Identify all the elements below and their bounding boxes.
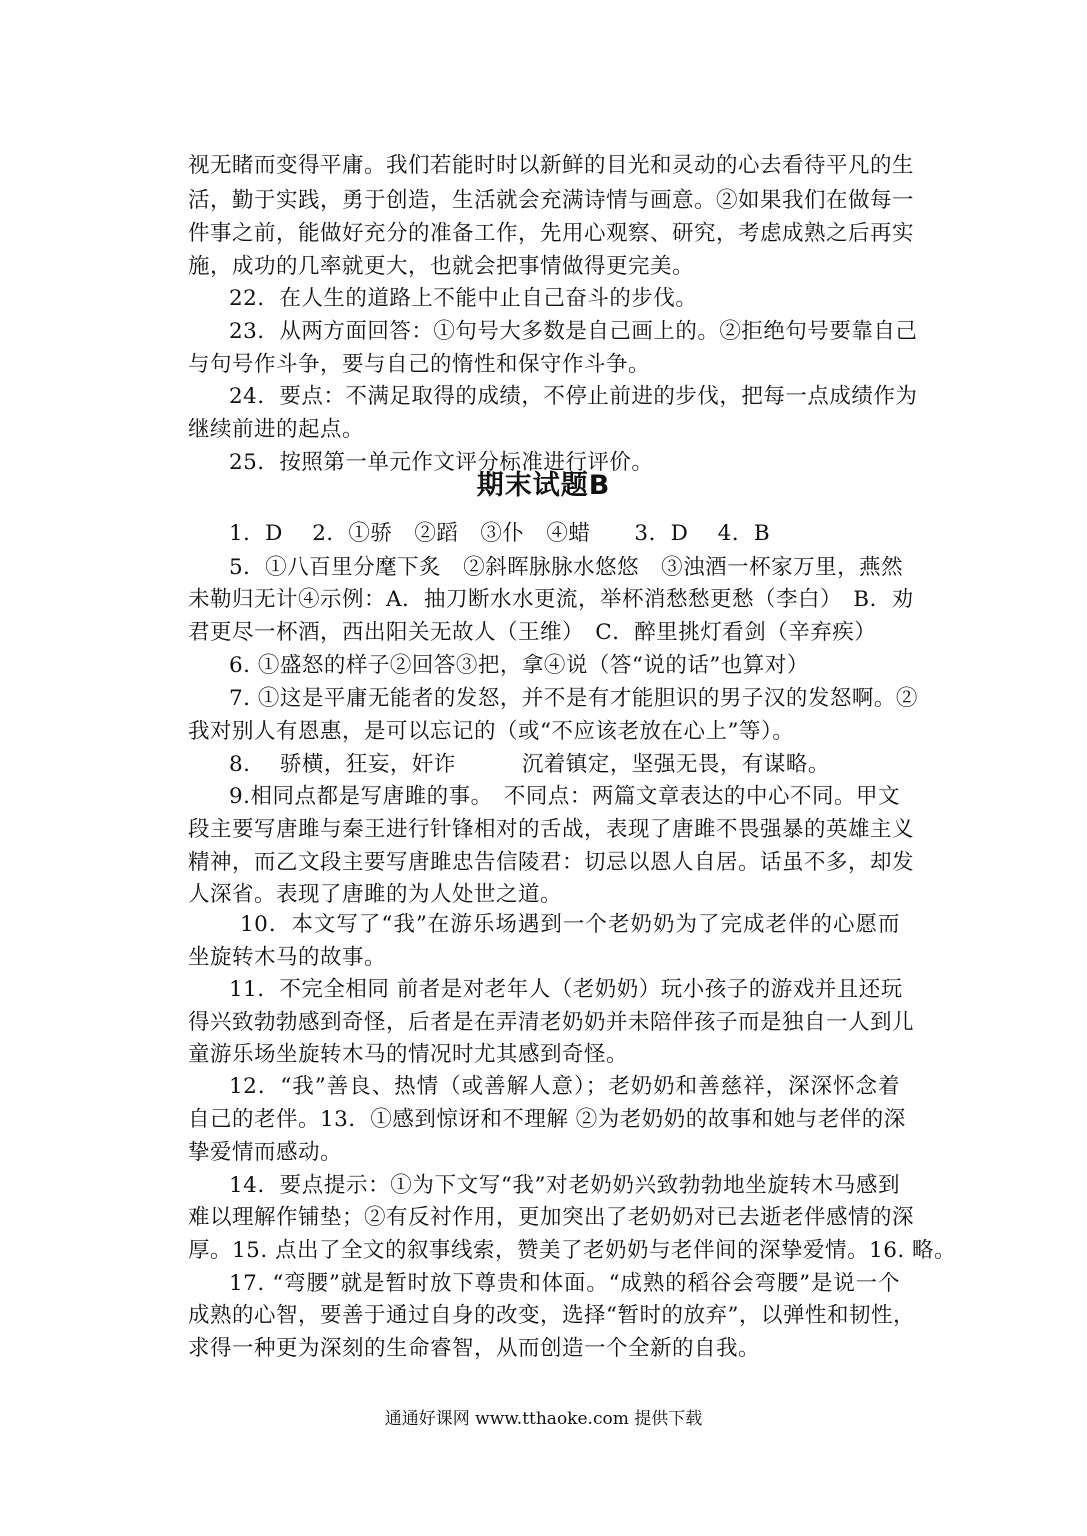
section-title: 期末试题B: [476, 470, 611, 501]
answer-25: 25．按照第一单元作文评分标准进行评价。: [229, 450, 654, 475]
answer-6: 6. ①盛怒的样子②回答③把，拿④说（答“说的话”也算对）: [229, 653, 809, 678]
answer-5: 5．①八百里分麾下炙 ②斜晖脉脉水悠悠 ③浊酒一杯家万里，燕然: [229, 555, 904, 580]
answer-text-line: 人深省。表现了唐雎的为人处世之道。: [188, 882, 563, 907]
answer-text-line: 活，勤于实践，勇于创造，生活就会充满诗情与画意。②如果我们在做每一: [188, 188, 915, 213]
answer-10: 10．本文写了“我”在游乐场遇到一个老奶奶为了完成老伴的心愿而: [240, 912, 900, 937]
answer-15-16: 厚。15. 点出了全文的叙事线索，赞美了老奶奶与老伴间的深挚爱情。16. 略。: [188, 1238, 957, 1263]
page-footer: 通通好课网 www.tthaoke.com 提供下载: [384, 1409, 703, 1429]
answer-text-line: 件事之前，能做好充分的准备工作，先用心观察、研究，考虑成熟之后再实: [188, 221, 915, 246]
answer-text-line: 挚爱情而感动。: [188, 1140, 343, 1165]
answer-text-line: 我对别人有恩惠，是可以忘记的（或“不应该老放在心上”等）。: [188, 719, 795, 744]
answer-12: 12．“我”善良、热情（或善解人意）；老奶奶和善慈祥，深深怀念着: [229, 1074, 900, 1099]
answer-17: 17. “弯腰”就是暂时放下尊贵和体面。“成熟的稻谷会弯腰”是说一个: [229, 1271, 900, 1296]
answer-text-line: 童游乐场坐旋转木马的情况时尤其感到奇怪。: [188, 1042, 629, 1067]
answer-8: 8. 骄横，狂妄，奸诈 沉着镇定，坚强无畏，有谋略。: [229, 752, 830, 777]
answer-22: 22．在人生的道路上不能中止自己奋斗的步伐。: [229, 286, 698, 311]
answer-11: 11．不完全相同 前者是对老年人（老奶奶）玩小孩子的游戏并且还玩: [229, 977, 903, 1002]
answer-text-line: 精神，而乙文段主要写唐雎忠告信陵君：切忌以恩人自居。话虽不多，却发: [188, 850, 915, 875]
answer-text-line: 段主要写唐雎与秦王进行针锋相对的舌战，表现了唐雎不畏强暴的英雄主义: [188, 817, 915, 842]
answer-text-line: 难以理解作铺垫；②有反衬作用，更加突出了老奶奶对已去逝老伴感情的深: [188, 1205, 915, 1230]
answer-text-line: 坐旋转木马的故事。: [188, 945, 387, 970]
answer-text-line: 君更尽一杯酒，西出阳关无故人（王维） C．醉里挑灯看剑（辛弃疾）: [188, 620, 877, 645]
answer-text-line: 求得一种更为深刻的生命睿智，从而创造一个全新的自我。: [188, 1336, 761, 1361]
answer-13: 自己的老伴。13．①感到惊讶和不理解 ②为老奶奶的故事和她与老伴的深: [188, 1107, 906, 1132]
answer-text-line: 成熟的心智，要善于通过自身的改变，选择“暂时的放弃”，以弹性和韧性，: [188, 1303, 915, 1328]
answer-14: 14．要点提示：①为下文写“我”对老奶奶兴致勃勃地坐旋转木马感到: [229, 1173, 900, 1198]
answer-text-line: 继续前进的起点。: [188, 417, 365, 442]
answer-text-line: 与句号作斗争，要与自己的惰性和保守作斗争。: [188, 352, 651, 377]
answer-1-4: 1．D 2．①骄 ②蹈 ③仆 ④蜡 3．D 4．B: [229, 521, 771, 546]
answer-9: 9.相同点都是写唐雎的事。 不同点：两篇文章表达的中心不同。甲文: [229, 784, 900, 809]
answer-23: 23．从两方面回答：①句号大多数是自己画上的。②拒绝句号要靠自己: [229, 319, 918, 344]
answer-24: 24．要点：不满足取得的成绩，不停止前进的步伐，把每一点成绩作为: [229, 384, 918, 409]
answer-text-line: 施，成功的几率就更大，也就会把事情做得更完美。: [188, 254, 695, 279]
answer-text-line: 得兴致勃勃感到奇怪，后者是在弄清老奶奶并未陪伴孩子而是独自一人到儿: [188, 1010, 915, 1035]
answer-text-line: 未勒归无计④示例：A．抽刀断水水更流，举杯消愁愁更愁（李白） B．劝: [188, 587, 914, 612]
answer-7: 7. ①这是平庸无能者的发怒，并不是有才能胆识的男子汉的发怒啊。②: [229, 686, 918, 711]
answer-text-line: 视无睹而变得平庸。我们若能时时以新鲜的目光和灵动的心去看待平凡的生: [188, 153, 915, 178]
